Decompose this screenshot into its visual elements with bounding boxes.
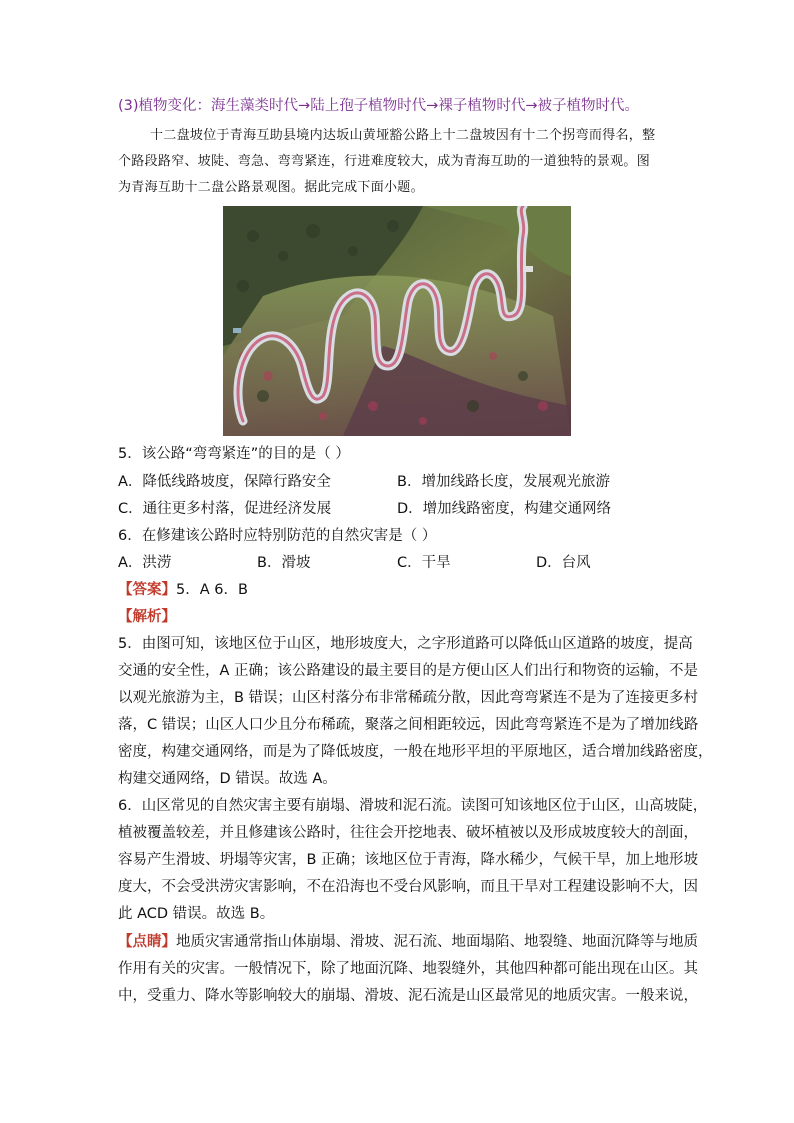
intro-line-1: 十二盘坡位于青海互助县境内达坂山黄垭豁公路上十二盘坡因有十二个拐弯而得名，整 [150,128,656,143]
answer-text: 5．A 6．B [176,582,248,598]
analysis5-line-6: 构建交通网络，D 错误。故选 A。 [118,771,337,787]
q6-option-c: C．干旱 [397,555,451,571]
answer-line [118,580,678,600]
intro-line-3: 为青海互助十二盘公路景观图。据此完成下面小题。 [118,180,424,195]
analysis5-line-2: 交通的安全性，A 正确；该公路建设的最主要目的是方便山区人们出行和物资的运输，不是 [118,663,699,679]
plant-change-line: (3)植物变化：海生藻类时代→陆上孢子植物时代→裸子植物时代→被子植物时代。 [118,98,639,114]
intro-line-2: 个路段路窄、坡陡、弯急、弯弯紧连，行进难度较大，成为青海互助的一道独特的景观。图 [118,154,651,169]
note-line-3: 中，受重力、降水等影响较大的崩塌、滑坡、泥石流是山区最常见的地质灾害。一般来说， [118,988,698,1004]
q5-stem: 5．该公路“弯弯紧连”的目的是（ ） [118,446,350,462]
analysis6-line-1: 6．山区常见的自然灾害主要有崩塌、滑坡和泥石流。读图可知该地区位于山区，山高坡陡， [118,798,708,814]
q5-option-c: C．通往更多村落，促进经济发展 [118,501,332,517]
q6-option-d: D．台风 [536,555,591,571]
analysis6-line-5: 此 ACD 错误。故选 B。 [118,906,275,922]
analysis5-line-1: 5．由图可知，该地区位于山区，地形坡度大，之字形道路可以降低山区道路的坡度，提高 [118,636,693,652]
road-landscape-photo [223,206,571,436]
note-line-1 [118,932,698,952]
q5-option-b: B．增加线路长度，发展观光旅游 [397,474,610,490]
analysis-tag: 【解析】 [118,609,176,625]
analysis5-line-5: 密度，构建交通网络，而是为了降低坡度，一般在地形平坦的平原地区，适合增加线路密度， [118,744,713,760]
note-tag: 【点睛】 [118,934,176,950]
q6-option-a: A．洪涝 [118,555,172,571]
analysis6-line-4: 度大，不会受洪涝灾害影响，不在沿海也不受台风影响，而且干旱对工程建设影响不大，因 [118,879,698,895]
answer-tag: 【答案】 [118,582,176,598]
q6-option-b: B．滑坡 [257,555,311,571]
q6-stem: 6．在修建该公路时应特别防范的自然灾害是（ ） [118,528,437,544]
q5-option-d: D．增加线路密度，构建交通网络 [397,501,612,517]
analysis5-line-4: 落，C 错误；山区人口少且分布稀疏，聚落之间相距较远，因此弯弯紧连不是为了增加线路 [118,717,699,733]
q5-option-a: A．降低线路坡度，保障行路安全 [118,474,331,490]
analysis6-line-3: 容易产生滑坡、坍塌等灾害，B 正确；该地区位于青海，降水稀少，气候干旱，加上地形坡 [118,852,699,868]
analysis6-line-2: 植被覆盖较差，并且修建该公路时，往往会开挖地表、破坏植被以及形成坡度较大的剖面， [118,825,698,841]
analysis5-line-3: 以观光旅游为主，B 错误；山区村落分布非常稀疏分散，因此弯弯紧连不是为了连接更多村 [118,690,699,706]
note-text-1: 地质灾害通常指山体崩塌、滑坡、泥石流、地面塌陷、地裂缝、地面沉降等与地质 [176,934,698,950]
note-line-2: 作用有关的灾害。一般情况下，除了地面沉降、地裂缝外，其他四种都可能出现在山区。其 [118,961,698,977]
